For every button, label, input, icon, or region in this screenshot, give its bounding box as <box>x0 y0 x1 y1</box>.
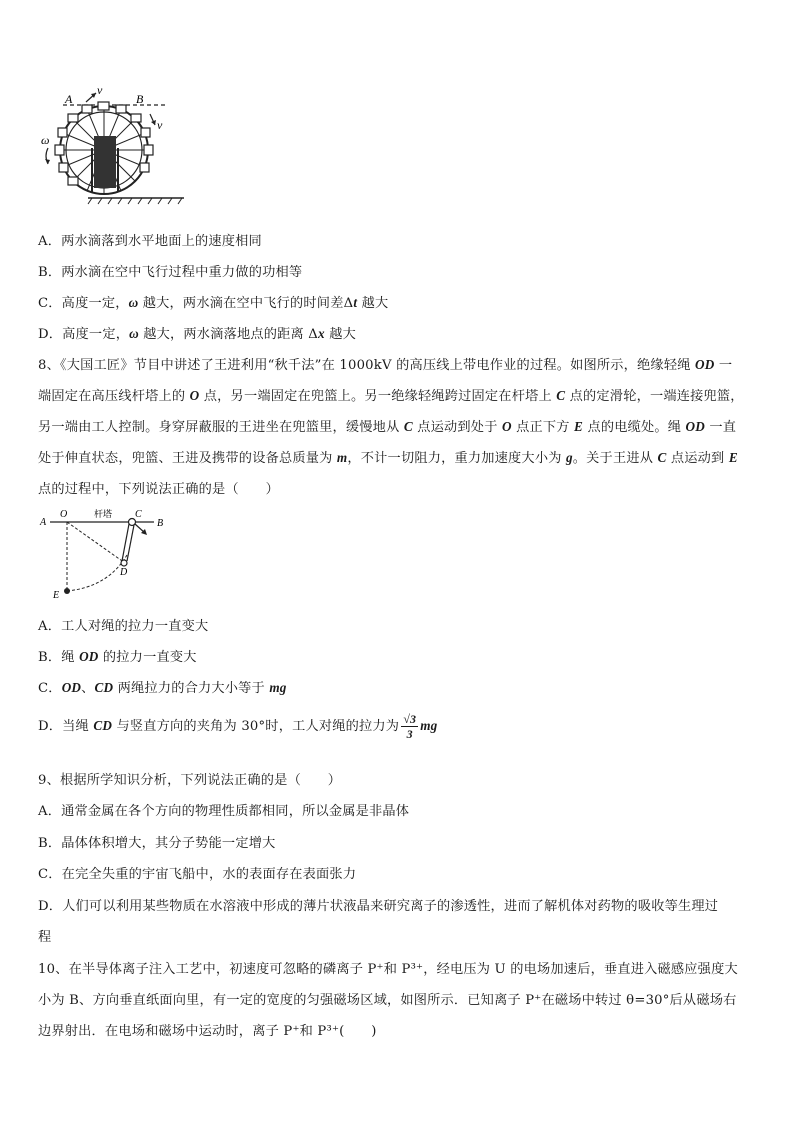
q9-option-d-line-2: 程 <box>38 930 52 945</box>
q8-stem-line-5: 点的过程中，下列说法正确的是（ ） <box>38 482 279 497</box>
point-o-label: O <box>60 509 68 520</box>
q8-option-a: A．工人对绳的拉力一直变大 <box>38 619 209 634</box>
point-a-label: A <box>40 517 47 528</box>
q9-option-c: C．在完全失重的宇宙飞船中，水的表面存在表面张力 <box>38 867 357 882</box>
q7-option-c: C．高度一定，ω 越大，两水滴在空中飞行的时间差Δt 越大 <box>38 295 389 311</box>
q8-stem-line-3: 另一端由工人控制。身穿屏蔽服的王进坐在兜篮里，缓慢地从 C 点运动到处于 O 点正下方 E 点的电缆处。绳 OD 一直 <box>38 419 737 435</box>
point-c-label: C <box>135 509 142 520</box>
point-b-label: B <box>136 92 144 106</box>
point-e-label: E <box>53 590 60 601</box>
q7-option-b: B．两水滴在空中飞行过程中重力做的功相等 <box>38 265 303 280</box>
q8-stem-line-4: 处于伸直状态，兜篮、王进及携带的设备总质量为 m，不计一切阻力，重力加速度大小为 g。关于王进从 C 点运动到 E <box>38 450 738 466</box>
q9-option-b: B．晶体体积增大，其分子势能一定增大 <box>38 836 276 851</box>
q8-option-c: C．OD、CD 两绳拉力的合力大小等于 mg <box>38 680 287 696</box>
water-wheel-figure <box>38 88 188 206</box>
omega-label: ω <box>41 133 50 147</box>
velocity-a-label: v <box>97 88 103 97</box>
q7-option-a: A．两水滴落到水平地面上的速度相同 <box>38 234 262 249</box>
point-d-label: D <box>120 567 128 578</box>
q10-stem-line-3: 边界射出．在电场和磁场中运动时，离子 P⁺和 P³⁺( ) <box>38 1024 377 1039</box>
point-a-label: A <box>65 92 73 106</box>
q10-stem-line-2: 小为 B、方向垂直纸面向里，有一定的宽度的匀强磁场区域，如图所示．已知离子 P⁺在磁场中转过 θ=30°后从磁场右 <box>38 993 737 1008</box>
q8-option-d: D．当绳 CD 与竖直方向的夹角为 30°时，工人对绳的拉力为 $\frac{√3}{3}$ mg <box>38 712 438 741</box>
q10-stem-line-1: 10、在半导体离子注入工艺中，初速度可忽略的磷离子 P⁺和 P³⁺，经电压为 U 的电场加速后，垂直进入磁感应强度大 <box>38 962 738 977</box>
q9-option-a: A．通常金属在各个方向的物理性质都相同，所以金属是非晶体 <box>38 804 410 819</box>
fraction-root3-over-3: $\frac{√3}{3}$ <box>403 712 417 741</box>
q8-stem-line-2: 端固定在高压线杆塔上的 O 点，另一端固定在兜篮上。另一绝缘轻绳跨过固定在杆塔上 C 点的定滑轮，一端连接兜篮， <box>38 388 744 404</box>
q8-option-b: B．绳 OD 的拉力一直变大 <box>38 649 197 665</box>
q7-option-d: D．高度一定，ω 越大，两水滴落地点的距离 Δx 越大 <box>38 326 356 342</box>
q8-stem-line-1: 8、《大国工匠》节目中讲述了王进利用“秋千法”在 1000kV 的高压线上带电作业的过程。如图所示，绝缘轻绳 OD 一 <box>38 357 733 373</box>
point-b-label: B <box>157 518 164 529</box>
velocity-b-label: v <box>157 118 163 132</box>
tower-rope-figure <box>38 505 168 601</box>
q9-option-d-line-1: D．人们可以利用某些物质在水溶液中形成的薄片状液晶来研究离子的渗透性，进而了解机体对药物的吸收等生理过 <box>38 899 719 914</box>
tower-label: 杆塔 <box>94 510 113 520</box>
q9-stem: 9、根据所学知识分析，下列说法正确的是（ ） <box>38 773 342 788</box>
